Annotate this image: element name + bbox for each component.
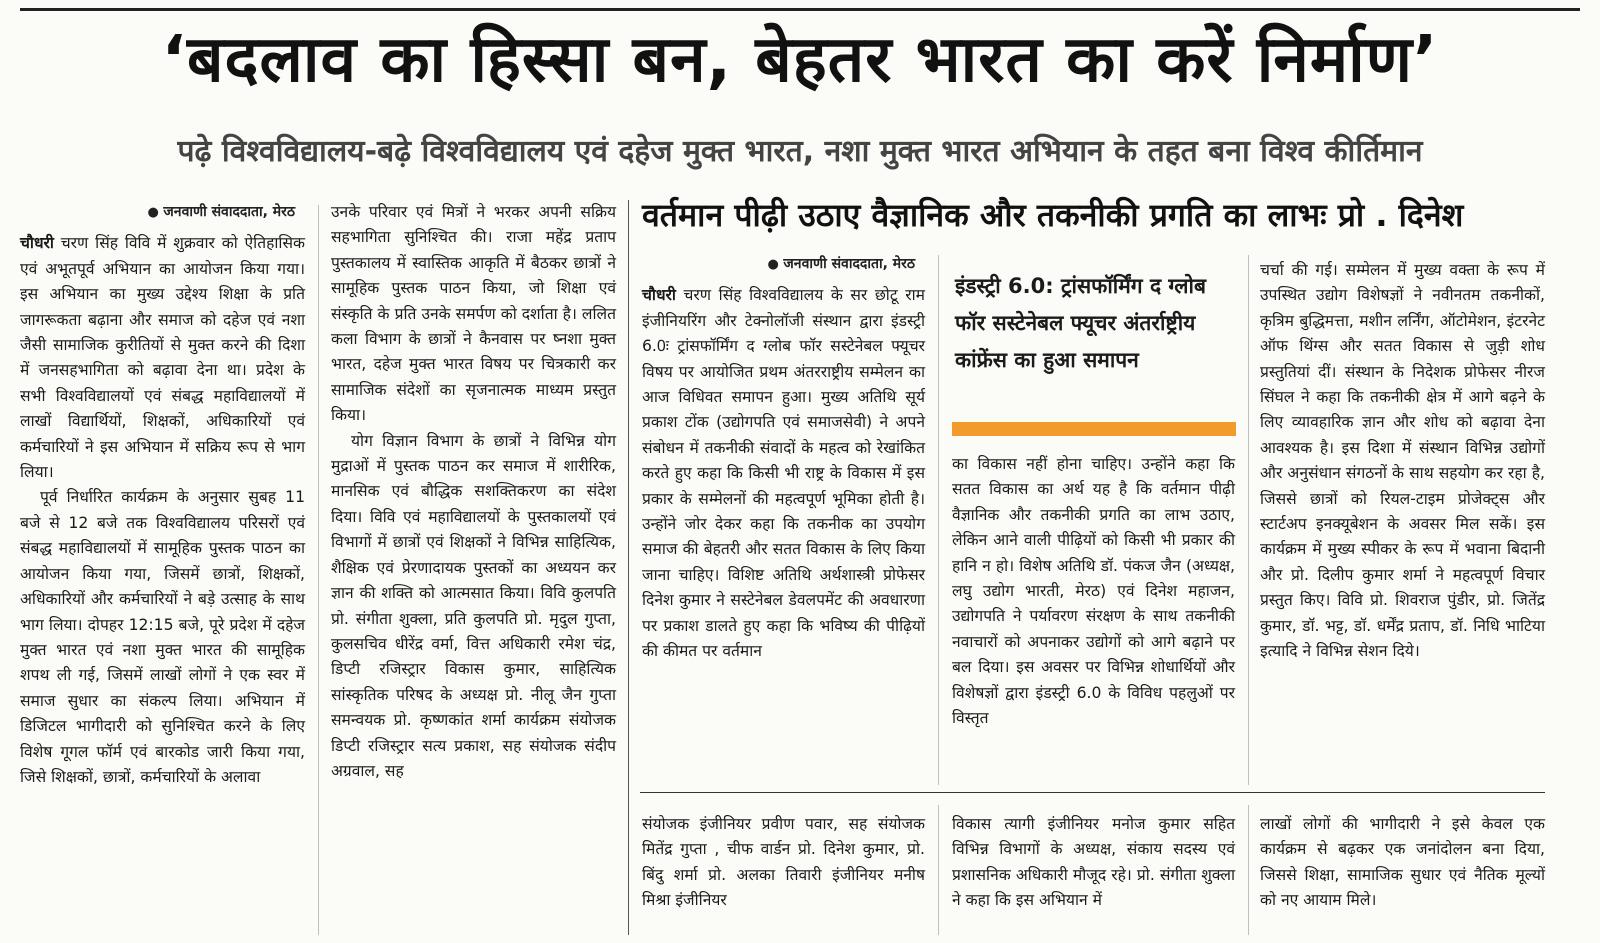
top-rule (20, 8, 1580, 11)
paragraph-text: चरण सिंह विश्वविद्यालय के सर छोटू राम इंजीनियरिंग और टेक्नोलॉजी संस्थान द्वारा इंडस्ट्री 6.0ः ट्रांसफॉर्मिंग द ग्लोब फॉर सस्टेनेबल फ्यूचर विषय पर आयोजित प्रथम अंतरराष्ट्रीय सम्मेलन का आज विधिवत समापन हुआ। मुख्य अतिथि सूर्य प्रकाश टोंक (उद्योगपति एवं समाजसेवी) ने अपने संबोधन में तकनीकी संवादों के महत्व को रेखांकित करते हुए कहा कि किसी भी राष्ट्र के विकास में इस प्रकार के सम्मेलनों की महत्वपूर्ण भूमिका होती है। उन्होंने जोर देकर कहा कि तकनीक का उपयोग समाज की बेहतरी और सतत विकास के लिए किया जाना चाहिए। विशिष्ट अतिथि अर्थशास्त्री प्रोफेसर दिनेश कुमार ने सस्टेनेबल डेवलपमेंट की अवधारणा पर प्रकाश डालते हुए कहा कि भविष्य की पीढ़ियों की कीमत पर वर्तमान (642, 286, 925, 661)
story1-continuation-1: संयोजक इंजीनियर प्रवीण पवार, सह संयोजक मितेंद्र गुप्ता , चीफ वार्डन प्रो. दिनेश कुमार, प्रो. बिंदु शर्मा प्रो. अलका तिवारी इंजीनियर मनीष मिश्रा इंजीनियर (642, 815, 925, 910)
column-divider (1248, 805, 1249, 935)
story2-column-3 (642, 252, 925, 665)
story1-paragraph: पूर्व निर्धारित कार्यक्रम के अनुसार सुबह 11 बजे से 12 बजे तक विश्वविद्यालय परिसरों एवं संबद्ध महाविद्यालयों में सामूहिक पुस्तक पाठन का आयोजन किया गया, जिसमें छात्रों, शिक्षकों, अधिकारियों और कर्मचारियों ने बड़े उत्साह के साथ भाग लिया। दोपहर 12:15 बजे, पूरे प्रदेश में दहेज मुक्त भारत एवं नशा मुक्त भारत की सामूहिक शपथ ली गई, जिसमें लाखों लोगों ने एक स्वर में समाज सुधार का संकल्प लिया। अभियान में डिजिटल भागीदारी को सुनिश्चित करने के लिए विशेष गूगल फॉर्म एवं बारकोड जारी किया गया, जिसे शिक्षकों, छात्रों, कर्मचारियों के अलावा (20, 488, 305, 786)
column-divider (1248, 255, 1249, 785)
story1-paragraph (20, 231, 305, 485)
accent-bar (952, 422, 1236, 436)
story1-paragraph: उनके परिवार एवं मित्रों ने भरकर अपनी सक्रिय सहभागिता सुनिश्चित की। राजा महेंद्र प्रताप पुस्तकालय में स्वास्तिक आकृति में बैठकर छात्रों ने सामूहिक पुस्तक पाठन किया, जो शिक्षा एवं संस्कृति के प्रति उनके समर्पण को दर्शाता है। ललित कला विभाग के छात्रों ने कैनवास पर ष्नशा मुक्त भारत, दहेज मुक्त भारत विषय पर चित्रकारी कर सामाजिक संदेशों का सृजनात्मक माध्यम प्रस्तुत किया। (331, 203, 616, 425)
byline-text: जनवाणी संवाददाता, मेरठ (163, 204, 295, 220)
story2-column-5 (1260, 258, 1545, 665)
story1-continuation-3: लाखों लोगों की भागीदारी ने इसे केवल एक कार्यक्रम से बढ़कर एक जनांदोलन बना दिया, जिससे शिक्षा, सामाजिक सुधार एवं नैतिक मूल्यों को नए आयाम मिले। (1260, 815, 1545, 910)
lead-word: चौधरी (20, 234, 54, 253)
story2-paragraph: चर्चा की गई। सम्मेलन में मुख्य वक्ता के रूप में उपस्थित उद्योग विशेषज्ञों ने नवीनतम तकनीकों, कृत्रिम बुद्धिमत्ता, मशीन लर्निंग, ऑटोमेशन, इंटरनेट ऑफ थिंग्स और सतत विकास से जुड़ी शोध प्रस्तुतियां दीं। संस्थान के निदेशक प्रोफेसर नीरज सिंघल ने कहा कि तकनीकी क्षेत्र में आगे बढ़ने के लिए व्यावहारिक ज्ञान और शोध को बढ़ावा देना आवश्यक है। इस दिशा में संस्थान विभिन्न उद्योगों और अनुसंधान संगठनों के साथ सहयोग कर रहा है, जिससे छात्रों को रियल-टाइम प्रोजेक्ट्स और स्टार्टअप इनक्यूबेशन के अवसर मिल सकें। इस कार्यक्रम में मुख्य स्पीकर के रूप में भवाना बिदानी और प्रो. दिलीप कुमार शर्मा ने महत्वपूर्ण विचार प्रस्तुत किए। विवि प्रो. शिवराज पुंडीर, प्रो. जितेंद्र कुमार, डॉ. भट्ट, डॉ. धर्मेंद्र प्रताप, डॉ. निधि भाटिया इत्यादि ने विभिन्न सेशन दिये। (1260, 261, 1545, 661)
story1-paragraph: योग विज्ञान विभाग के छात्रों ने विभिन्न योग मुद्राओं में पुस्तक पाठन कर समाज में शारीरिक, मानसिक एवं बौद्धिक सशक्तिकरण का संदेश दिया। विवि एवं महाविद्यालयों के पुस्तकालयों एवं विभागों में छात्रों एवं शिक्षकों ने विभिन्न साहित्यिक, शैक्षिक एवं प्रेरणादायक पुस्तकों का अध्ययन कर ज्ञान की शक्ति को आत्मसात किया। विवि कुलपति प्रो. संगीता शुक्ला, प्रति कुलपति प्रो. मृदुल गुप्ता, कुलसचिव धीरेंद्र वर्मा, वित्त अधिकारी रमेश चंद्र, डिप्टी रजिस्ट्रार विकास कुमार, साहित्यिक सांस्कृतिक परिषद के अध्यक्ष प्रो. नीलू जैन गुप्ता समन्वयक प्रो. कृष्णकांत शर्मा कार्यक्रम संयोजक डिप्टी रजिस्ट्रार सत्य प्रकाश, सह संयोजक संदीप अग्रवाल, सह (331, 431, 616, 780)
story2-byline (642, 252, 925, 277)
paragraph-text: चरण सिंह विवि में शुक्रवार को ऐतिहासिक एवं अभूतपूर्व अभियान का आयोजन किया गया। इस अभियान का मुख्य उद्देश्य शिक्षा के प्रति जागरूकता बढ़ाना और समाज को दहेज एवं नशा जैसी सामाजिक कुरीतियों से मुक्त करने की दिशा में जनसहभागिता को बढ़ावा देना था। प्रदेश के सभी विश्वविद्यालयों एवं संबद्ध महाविद्यालयों में लाखों विद्यार्थियों, शिक्षकों, अधिकारियों एवं कर्मचारियों ने इस अभियान में सक्रिय रूप से भाग लिया। (20, 234, 305, 482)
story2-headline: वर्तमान पीढ़ी उठाए वैज्ञानिक और तकनीकी प्रगति का लाभः प्रो . दिनेश (642, 196, 1464, 234)
story1-column-2 (331, 200, 616, 784)
lead-word: चौधरी (642, 286, 676, 305)
column-divider (938, 255, 939, 785)
story1-continuation-2: विकास त्यागी इंजीनियर मनोज कुमार सहित विभिन्न विभागों के अध्यक्ष, संकाय सदस्य एवं प्रशासनिक अधिकारी मौजूद रहे। प्रो. संगीता शुक्ला ने कहा कि इस अभियान में (952, 815, 1235, 910)
byline-text: जनवाणी संवाददाता, मेरठ (783, 256, 915, 272)
story2-column-4 (952, 452, 1235, 731)
story2-box-headline: इंडस्ट्री 6.0: ट्रांसफॉर्मिंग द ग्लोब फॉर सस्टेनेबल फ्यूचर अंतर्राष्ट्रीय कांफ्रेंस का हुआ समापन (955, 274, 1206, 372)
page-subheadline: पढ़े विश्वविद्यालय-बढ़े विश्वविद्यालय एवं दहेज मुक्त भारत, नशा मुक्त भारत अभियान के तहत बना विश्व कीर्तिमान (177, 134, 1423, 169)
bullet-icon: ● (767, 257, 784, 272)
column-divider (938, 805, 939, 935)
page-headline: ‘बदलाव का हिस्सा बन, बेहतर भारत का करें निर्माण’ (161, 23, 1439, 97)
story1-byline (20, 200, 305, 225)
column-divider (628, 200, 629, 935)
story2-paragraph (642, 283, 925, 664)
story1-column-1 (20, 200, 305, 790)
bullet-icon: ● (147, 205, 164, 220)
story2-paragraph: का विकास नहीं होना चाहिए। उन्होंने कहा कि सतत विकास का अर्थ यह है कि वर्तमान पीढ़ी वैज्ञानिक और तकनीकी प्रगति का लाभ उठाए, लेकिन आने वाली पीढ़ियों को किसी भी प्रकार की हानि न हो। विशेष अतिथि डॉ. पंकज जैन (अध्यक्ष, लघु उद्योग भारती, मेरठ) एवं दिनेश महाजन, उद्योगपति ने पर्यावरण संरक्षण के साथ तकनीकी नवाचारों को अपनाकर उद्योगों को आगे बढ़ाने पर बल दिया। इस अवसर पर विभिन्न शोधार्थियों और विशेषज्ञों द्वारा इंडस्ट्री 6.0 के विविध पहलुओं पर विस्तृत (952, 455, 1235, 728)
bottom-band-rule (640, 792, 1545, 793)
column-divider (318, 205, 319, 935)
